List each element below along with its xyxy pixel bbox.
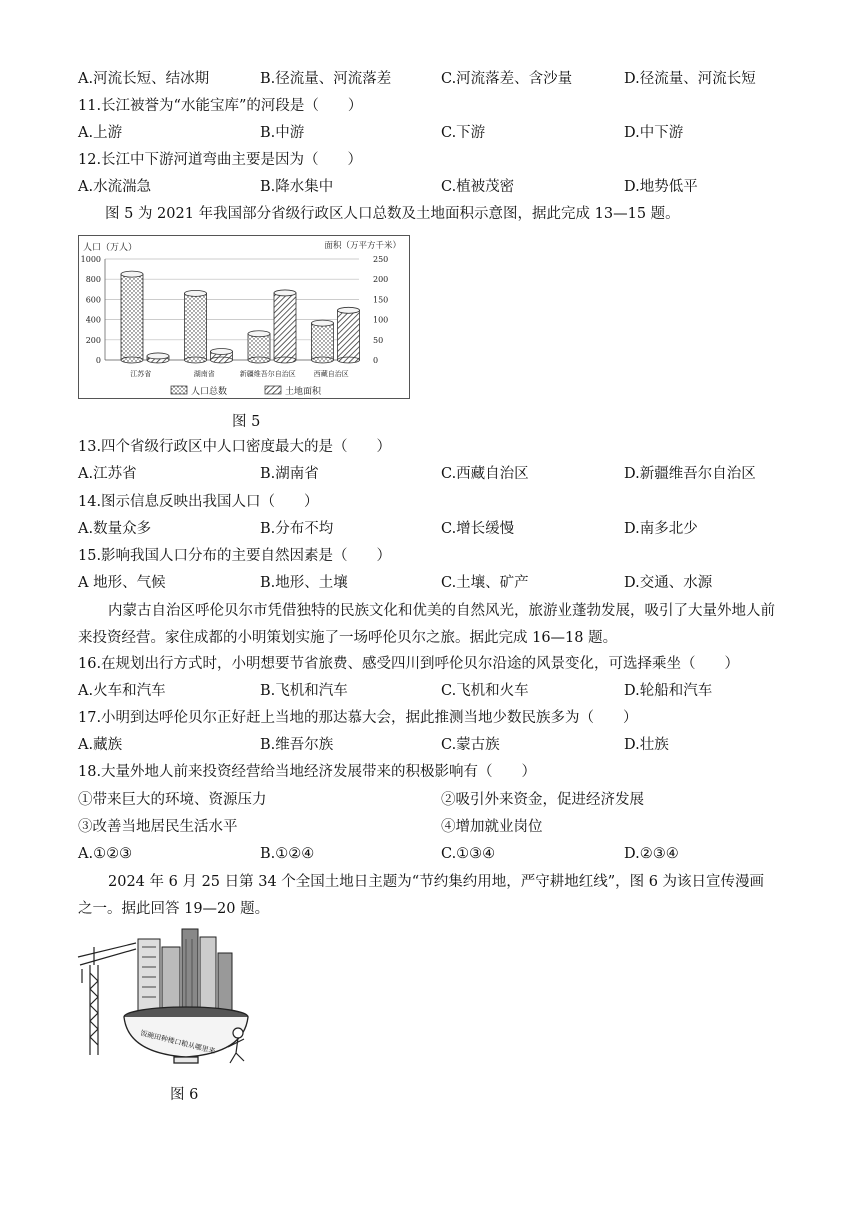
y-tick-left: 600 — [85, 295, 101, 305]
q12-stem: 12.长江中下游河道弯曲主要是因为（ ） — [78, 152, 363, 168]
q16-stem: 16.在规划出行方式时，小明想要节省旅费、感受四川到呼伦贝尔沿途的风景变化，可选择乘坐（ ） — [78, 656, 740, 672]
q13-stem: 13.四个省级行政区中人口密度最大的是（ ） — [78, 439, 392, 455]
x-tick-label: 江苏省 — [130, 370, 152, 378]
legend-swatch-area — [265, 386, 281, 394]
figure-6-cartoon — [76, 925, 256, 1075]
q14-option-c: C.增长缓慢 — [441, 521, 515, 537]
y-tick-left: 1000 — [80, 255, 101, 264]
q18-option-a: A.①②③ — [78, 846, 133, 862]
bar-population-top — [312, 320, 334, 326]
q17-option-d: D.壮族 — [624, 737, 669, 753]
bar-population — [312, 320, 334, 363]
q14-stem: 14.图示信息反映出我国人口（ ） — [78, 494, 319, 510]
q15-option-a: A 地形、气候 — [78, 575, 166, 591]
buildings-icon — [138, 929, 232, 1019]
q15-option-b: B.地形、土壤 — [260, 575, 348, 591]
bar-population-body — [121, 274, 143, 360]
bar-area-top — [211, 349, 233, 355]
q13-option-b: B.湖南省 — [260, 466, 319, 482]
bar-population-base — [121, 357, 143, 363]
bar-area-top — [338, 307, 360, 313]
q15-option-c: C.土壤、矿产 — [441, 575, 529, 591]
x-tick-label: 西藏自治区 — [313, 370, 349, 378]
bar-population-base — [312, 357, 334, 363]
q18-statement-4: ④增加就业岗位 — [441, 819, 543, 835]
bar-population-body — [312, 323, 334, 360]
q11-option-a: A.上游 — [78, 125, 123, 141]
bar-population-top — [248, 331, 270, 337]
q13-option-a: A.江苏省 — [78, 466, 137, 482]
q10-option-b: B.径流量、河流落差 — [260, 71, 392, 87]
bar-area — [147, 353, 169, 363]
y-tick-right: 0 — [373, 356, 379, 365]
y-axis-title-right: 面积（万平方千米） — [324, 241, 401, 251]
q12-option-d: D.地势低平 — [624, 179, 698, 195]
q11-option-c: C.下游 — [441, 125, 486, 141]
q10-option-a: A.河流长短、结冰期 — [78, 71, 210, 87]
q16-option-d: D.轮船和汽车 — [624, 683, 713, 699]
bar-population — [185, 290, 207, 363]
bar-area-body — [338, 310, 360, 360]
q16-option-a: A.火车和汽车 — [78, 683, 166, 699]
bar-population-base — [185, 357, 207, 363]
bar-area-top — [274, 290, 296, 296]
q17-option-a: A.藏族 — [78, 737, 123, 753]
legend-label-population: 人口总数 — [191, 387, 228, 397]
q14-option-b: B.分布不均 — [260, 521, 334, 537]
q16-option-b: B.飞机和汽车 — [260, 683, 348, 699]
legend-label-area: 土地面积 — [285, 387, 322, 397]
intro-19-20: 2024 年 6 月 25 日第 34 个全国土地日主题为“节约集约用地，严守耕地红线”，图 6 为该日宣传漫画之一。据此回答 19—20 题。 — [78, 874, 765, 917]
bar-population-top — [121, 271, 143, 277]
intro-16-18: 内蒙古自治区呼伦贝尔市凭借独特的民族文化和优美的自然风光，旅游业蓬勃发展，吸引了大量外地人前来投资经营。家住成都的小明策划实施了一场呼伦贝尔之旅。据此完成 16—18 题。 — [78, 603, 775, 646]
q14-option-d: D.南多北少 — [624, 521, 698, 537]
bar-area-base — [211, 357, 233, 363]
cartoon-drawing — [76, 925, 256, 1075]
bar-area — [338, 307, 360, 363]
q13-option-d: D.新疆维吾尔自治区 — [624, 466, 756, 482]
y-tick-right: 200 — [373, 275, 389, 285]
chart-canvas — [79, 236, 409, 398]
bar-area-top — [147, 353, 169, 359]
bar-population-body — [185, 293, 207, 360]
q15-stem: 15.影响我国人口分布的主要自然因素是（ ） — [78, 548, 392, 564]
q12-option-a: A.水流湍急 — [78, 179, 152, 195]
q18-option-b: B.①②④ — [260, 846, 315, 862]
y-tick-right: 100 — [373, 315, 389, 325]
q17-option-c: C.蒙古族 — [441, 737, 500, 753]
q16-option-c: C.飞机和火车 — [441, 683, 529, 699]
q18-statement-2: ②吸引外来资金，促进经济发展 — [441, 792, 644, 808]
q18-option-d: D.②③④ — [624, 846, 679, 862]
bar-area-body — [274, 293, 296, 360]
q11-option-b: B.中游 — [260, 125, 305, 141]
crane-icon — [78, 943, 136, 1055]
y-axis-title-left: 人口（万人） — [83, 243, 138, 253]
q17-stem: 17.小明到达呼伦贝尔正好赶上当地的那达慕大会，据此推测当地少数民族多为（ ） — [78, 710, 638, 726]
y-tick-left: 800 — [85, 275, 101, 285]
legend-swatch-population — [171, 386, 187, 394]
bar-area — [274, 290, 296, 363]
y-tick-left: 0 — [95, 356, 101, 365]
q18-statement-3: ③改善当地居民生活水平 — [78, 819, 238, 835]
bar-population-base — [248, 357, 270, 363]
y-tick-left: 200 — [85, 335, 101, 345]
y-tick-right: 250 — [373, 255, 389, 264]
q18-option-c: C.①③④ — [441, 846, 496, 862]
intro-13-15: 图 5 为 2021 年我国部分省级行政区人口总数及土地面积示意图，据此完成 13—15 题。 — [105, 206, 680, 222]
q14-option-a: A.数量众多 — [78, 521, 152, 537]
q18-statement-1: ①带来巨大的环境、资源压力 — [78, 792, 267, 808]
y-tick-right: 50 — [373, 335, 384, 345]
q11-option-d: D.中下游 — [624, 125, 684, 141]
figure-5-caption: 图 5 — [232, 414, 261, 430]
q15-option-d: D.交通、水源 — [624, 575, 713, 591]
q18-stem: 18.大量外地人前来投资经营给当地经济发展带来的积极影响有（ ） — [78, 764, 537, 780]
figure-5-chart — [78, 235, 410, 399]
bar-area-base — [274, 357, 296, 363]
q13-option-c: C.西藏自治区 — [441, 466, 529, 482]
q12-option-c: C.植被茂密 — [441, 179, 515, 195]
bar-population — [121, 271, 143, 363]
y-tick-left: 400 — [85, 315, 101, 325]
q11-stem: 11.长江被誉为“水能宝库”的河段是（ ） — [78, 98, 363, 114]
bar-population-top — [185, 290, 207, 296]
q10-option-d: D.径流量、河流长短 — [624, 71, 756, 87]
q12-option-b: B.降水集中 — [260, 179, 334, 195]
q17-option-b: B.维吾尔族 — [260, 737, 334, 753]
bar-area — [211, 349, 233, 363]
bar-population — [248, 331, 270, 363]
bar-area-base — [338, 357, 360, 363]
x-tick-label: 新疆维吾尔自治区 — [239, 370, 296, 378]
x-tick-label: 湖南省 — [193, 370, 215, 378]
bar-population-body — [248, 334, 270, 360]
figure-6-caption: 图 6 — [170, 1087, 199, 1103]
cartoon-label: 饭碗田种楼口粮从哪里来 — [139, 1030, 216, 1056]
y-tick-right: 150 — [373, 295, 389, 305]
q10-option-c: C.河流落差、含沙量 — [441, 71, 573, 87]
